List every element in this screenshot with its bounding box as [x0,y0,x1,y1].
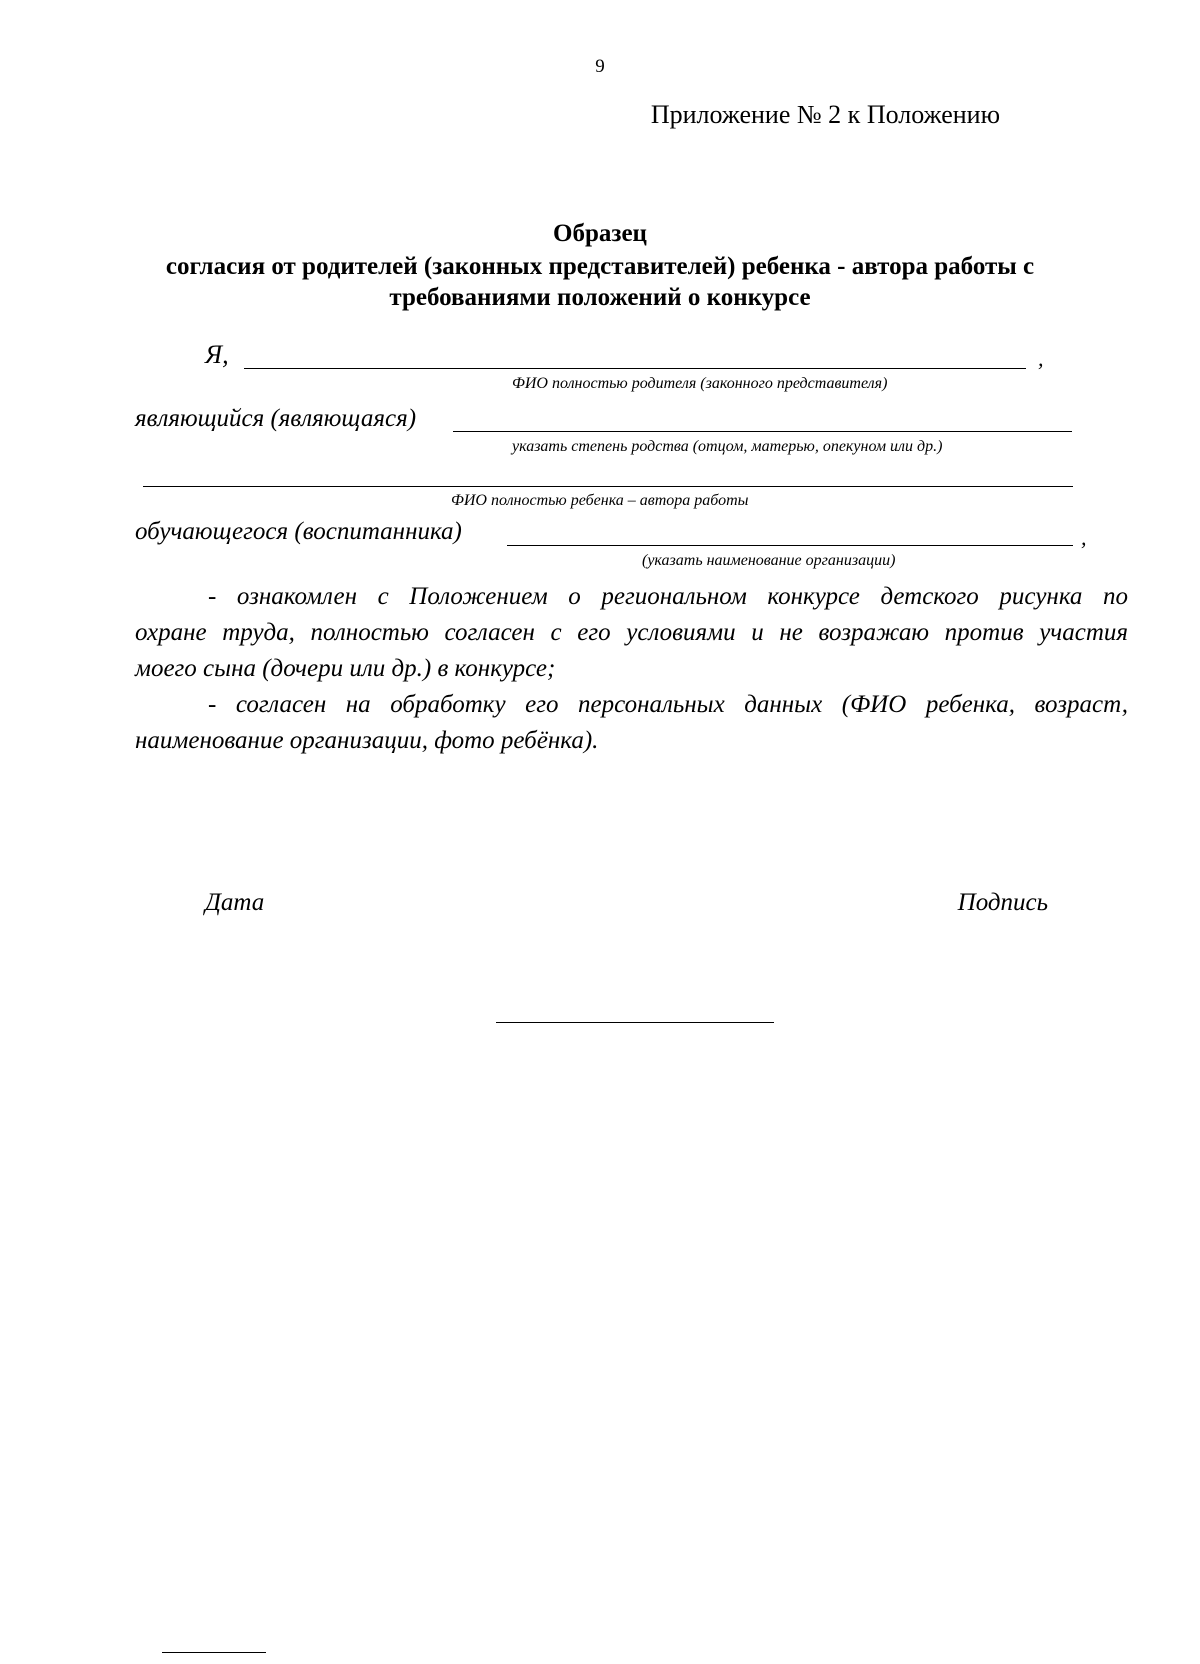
child-name-field[interactable] [143,486,1073,487]
parent-name-field[interactable] [244,368,1026,369]
consent-paragraph-1-line-2: охране труда, полностью согласен с его условиями и не возражаю против участия [135,619,1128,646]
comma-1: , [1038,346,1044,371]
i-label: Я, [205,340,229,369]
signature-label: Подпись [957,889,1048,916]
consent-paragraph-2-line-2: наименование организации, фото ребёнка). [135,727,599,754]
page-number: 9 [595,56,605,77]
consent-paragraph-2-line-1: - согласен на обработку его персональных данных (ФИО ребенка, возраст, [208,691,1128,718]
comma-2: , [1081,525,1087,550]
organization-field[interactable] [507,545,1073,546]
document-subtitle-line-2: требованиями положений о конкурсе [389,284,811,311]
relation-field[interactable] [453,431,1072,432]
relation-hint: указать степень родства (отцом, матерью, опекуном или др.) [512,438,943,455]
parent-name-hint: ФИО полностью родителя (законного представителя) [512,375,888,392]
consent-paragraph-1-line-1: - ознакомлен с Положением о региональном конкурсе детского рисунка по [208,583,1128,610]
document-title: Образец [553,220,647,247]
organization-hint: (указать наименование организации) [642,552,896,569]
consent-paragraph-1-line-3: моего сына (дочери или др.) в конкурсе; [135,655,556,682]
footnote-line [162,1652,266,1653]
appendix-label: Приложение № 2 к Положению [650,100,1000,129]
date-label: Дата [205,889,265,916]
student-label: обучающегося (воспитанника) [135,518,462,545]
being-label: являющийся (являющаяся) [135,405,417,432]
child-name-hint: ФИО полностью ребенка – автора работы [451,492,749,509]
separator-line [496,1022,774,1023]
document-subtitle-line-1: согласия от родителей (законных представителей) ребенка - автора работы с [165,253,1035,280]
